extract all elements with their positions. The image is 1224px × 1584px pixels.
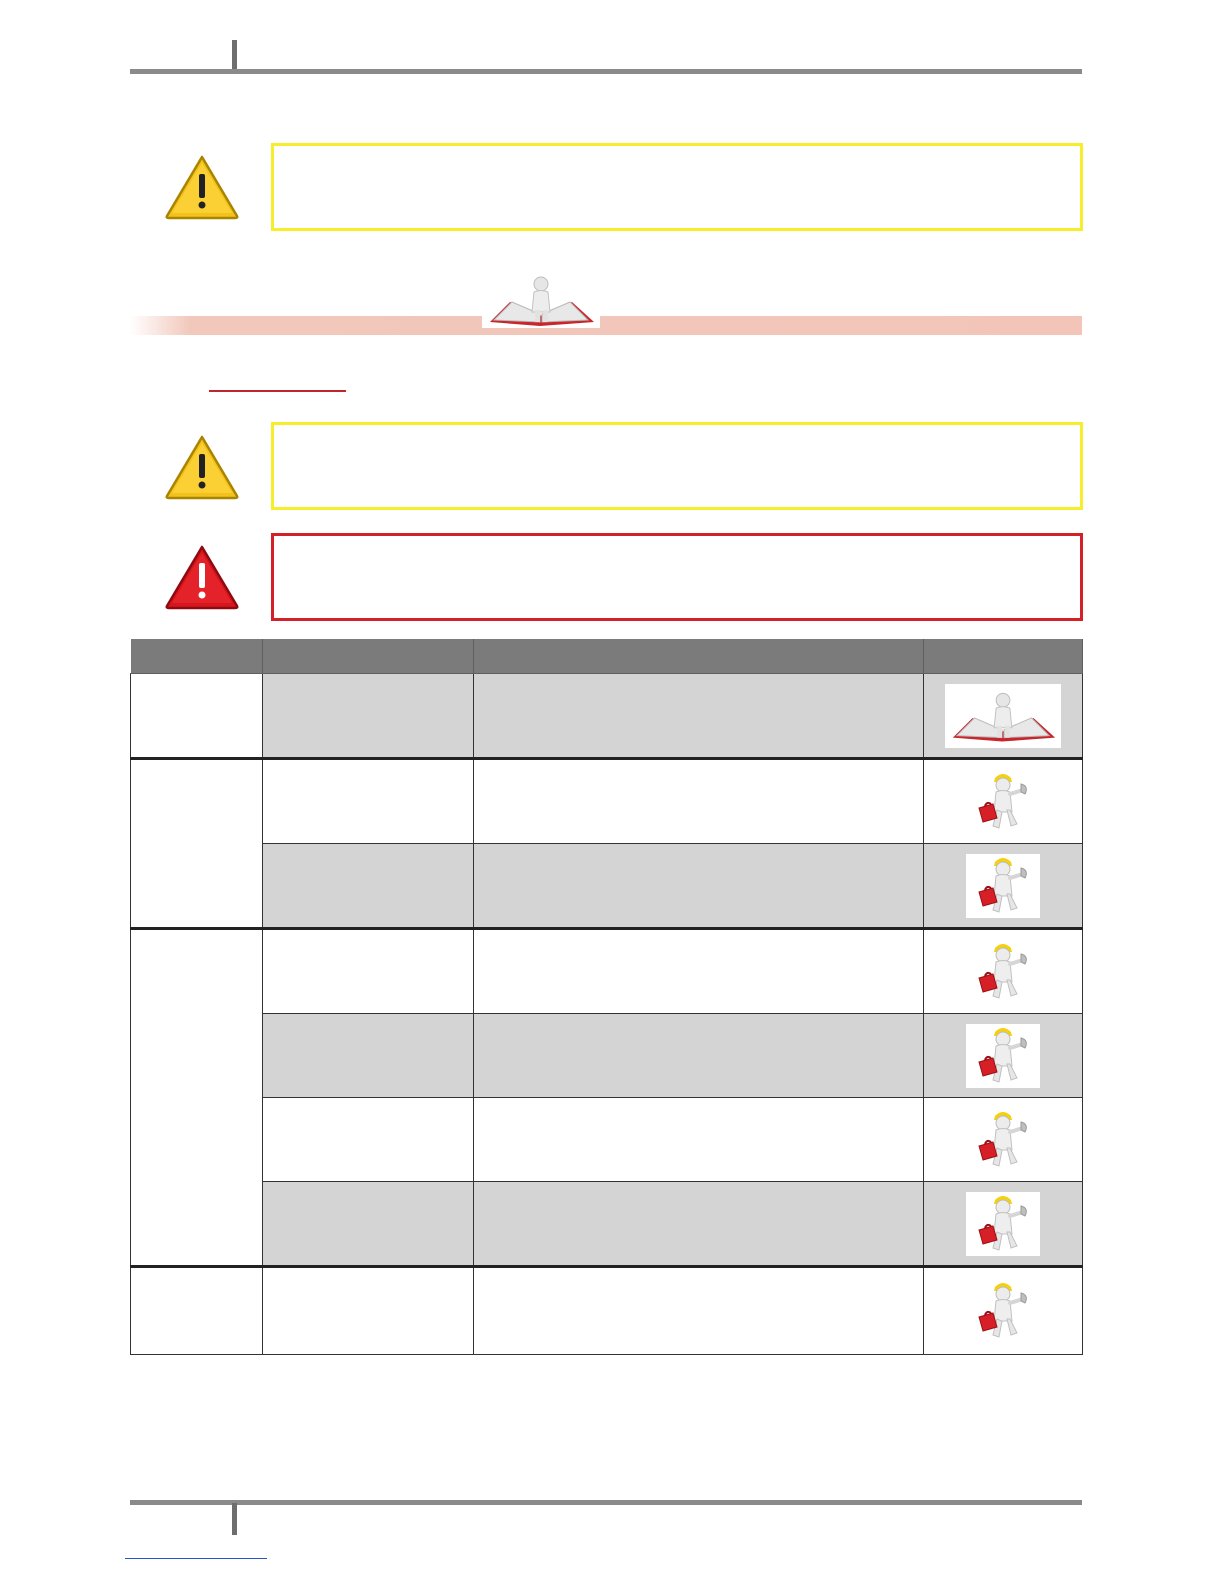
table-row [131, 674, 1083, 759]
table-cell [263, 929, 474, 1014]
table-cell-icon [924, 1267, 1083, 1355]
footer-tick [232, 1503, 237, 1535]
table-cell-icon [924, 674, 1083, 759]
table-cell-icon [924, 929, 1083, 1014]
table-header-cell [474, 639, 924, 674]
warning-notice-box [271, 422, 1083, 510]
technician-toolbox-icon [971, 770, 1035, 834]
technician-toolbox-icon [966, 1192, 1040, 1256]
section-banner [130, 316, 1082, 335]
table-cell [263, 674, 474, 759]
technician-toolbox-icon [971, 1108, 1035, 1172]
table-row [131, 1182, 1083, 1267]
table-header-cell [131, 639, 263, 674]
table-row [131, 1098, 1083, 1182]
table-cell [263, 1014, 474, 1098]
table-row [131, 759, 1083, 844]
technician-toolbox-icon [966, 854, 1040, 918]
table-cell [474, 929, 924, 1014]
open-book-figure-icon [945, 684, 1061, 748]
table-cell-icon [924, 1014, 1083, 1098]
table-header-row [131, 639, 1083, 674]
table-header-cell [263, 639, 474, 674]
table-cell [263, 1182, 474, 1267]
section-number [136, 316, 180, 335]
table-row [131, 929, 1083, 1014]
table-cell-icon [924, 1182, 1083, 1267]
table-cell-icon [924, 844, 1083, 929]
footer-link-underline[interactable] [125, 1558, 267, 1559]
table-cell [474, 759, 924, 844]
table-cell [131, 1267, 263, 1355]
table-cell [263, 1098, 474, 1182]
table-cell [263, 1267, 474, 1355]
danger-notice-box [271, 533, 1083, 621]
table-cell [131, 929, 263, 1267]
table-cell [474, 1014, 924, 1098]
technician-toolbox-icon [966, 1024, 1040, 1088]
table-cell [474, 1267, 924, 1355]
table-cell [474, 1098, 924, 1182]
table-row [131, 1267, 1083, 1355]
table-cell [474, 1182, 924, 1267]
header-rule [130, 69, 1082, 74]
warning-triangle-yellow-icon [164, 434, 240, 500]
open-book-figure-icon [482, 272, 600, 328]
maintenance-table [130, 639, 1083, 1355]
table-cell [131, 674, 263, 759]
table-cell-icon [924, 759, 1083, 844]
header-tick [232, 40, 237, 72]
table-row [131, 844, 1083, 929]
danger-triangle-red-icon [164, 544, 240, 610]
warning-notice-box [271, 143, 1083, 231]
footer-rule [130, 1500, 1082, 1505]
warning-triangle-yellow-icon [164, 154, 240, 220]
technician-toolbox-icon [971, 1279, 1035, 1343]
table-cell [263, 759, 474, 844]
table-cell [131, 759, 263, 929]
table-cell [474, 844, 924, 929]
table-cell-icon [924, 1098, 1083, 1182]
table-header-cell [924, 639, 1083, 674]
table-cell [474, 674, 924, 759]
technician-toolbox-icon [971, 940, 1035, 1004]
table-cell [263, 844, 474, 929]
table-row [131, 1014, 1083, 1098]
subheading-underline [209, 390, 346, 392]
